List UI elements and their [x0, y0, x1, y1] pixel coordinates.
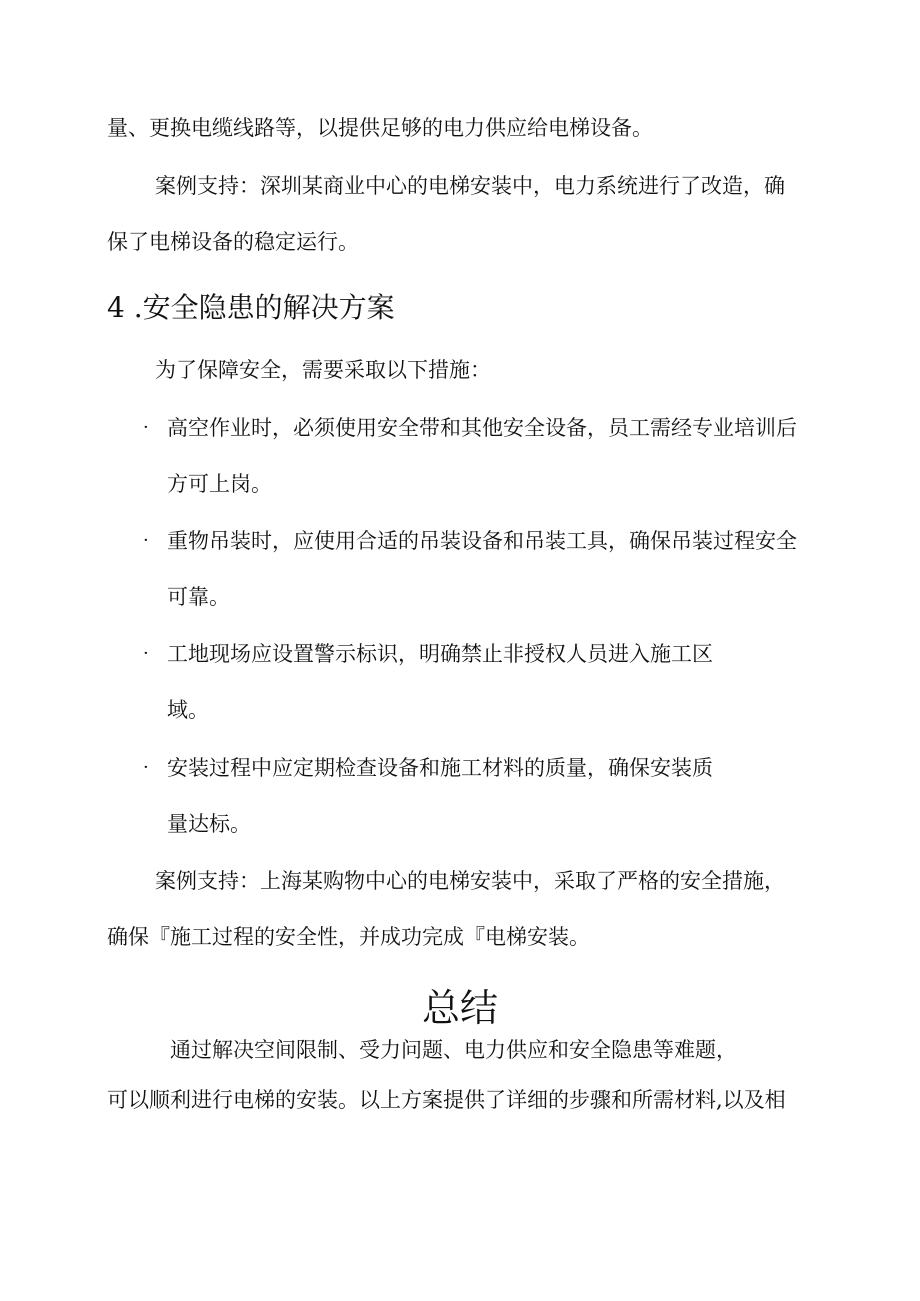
list-item: 工地现场应设置警示标识，明确禁止非授权人员进入施工区	[167, 642, 713, 666]
summary-title: 总结	[421, 986, 498, 1030]
section-intro: 为了保障安全，需要采取以下措施：	[155, 358, 491, 382]
case-support-line: 保了电梯设备的稳定运行。	[107, 230, 359, 254]
bullet-icon: ·	[143, 417, 149, 438]
list-item-continuation: 量达标。	[167, 812, 251, 836]
bullet-icon: ·	[143, 530, 149, 551]
paragraph-line: 量、更换电缆线路等，以提供足够的电力供应给电梯设备。	[107, 116, 653, 140]
list-item-continuation: 可靠。	[167, 585, 230, 609]
case-support-line: 案例支持：深圳某商业中心的电梯安装中，电力系统进行了改造，确	[155, 174, 785, 198]
list-item: 高空作业时，必须使用安全带和其他安全设备，员工需经专业培训后	[167, 416, 797, 440]
list-item: 重物吊装时，应使用合适的吊装设备和吊装工具，确保吊装过程安全	[167, 529, 797, 553]
summary-line: 可以顺利进行电梯的安装。以上方案提供了详细的步骤和所需材料,以及相	[107, 1088, 786, 1112]
bullet-icon: ·	[143, 643, 149, 664]
list-item-continuation: 方可上岗。	[167, 472, 272, 496]
case-support-line: 确保『施工过程的安全性，并成功完成『电梯安装。	[107, 925, 590, 949]
summary-line: 通过解决空间限制、受力问题、电力供应和安全隐患等难题，	[170, 1038, 737, 1062]
list-item: 安装过程中应定期检查设备和施工材料的质量，确保安装质	[167, 756, 713, 780]
section-heading: 4 .安全隐患的解决方案	[107, 291, 395, 324]
bullet-icon: ·	[143, 757, 149, 778]
case-support-line: 案例支持：上海某购物中心的电梯安装中，采取了严格的安全措施，	[155, 869, 785, 893]
list-item-continuation: 域。	[167, 698, 209, 722]
